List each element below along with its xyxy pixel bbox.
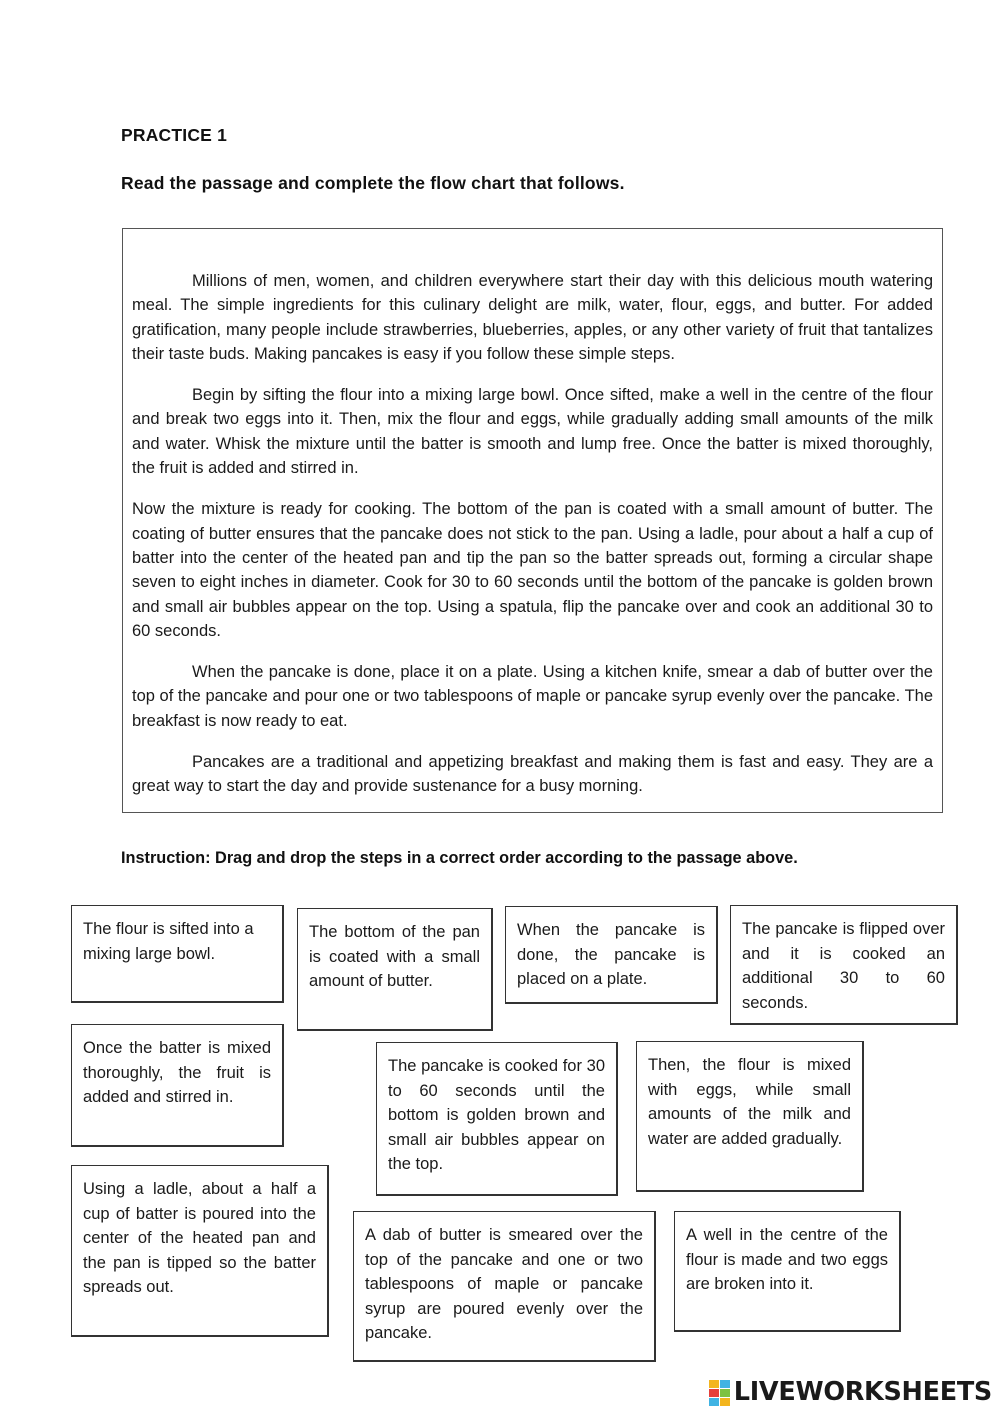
draggable-step-card[interactable] — [71, 905, 284, 1003]
step-text: Using a ladle, about a half a cup of batter is poured into the center of the heated pan and the pan is tipped so the batter spreads out. — [83, 1180, 316, 1296]
draggable-step-card[interactable] — [297, 908, 493, 1031]
step-text: The flour is sifted into a mixing large bowl. — [83, 920, 254, 963]
step-text: Once the batter is mixed thoroughly, the fruit is added and stirred in. — [83, 1039, 271, 1106]
liveworksheets-logo — [709, 1376, 992, 1410]
draggable-step-card[interactable] — [376, 1042, 618, 1196]
step-text: When the pancake is done, the pancake is placed on a plate. — [517, 921, 705, 988]
step-text: The pancake is cooked for 30 to 60 seconds until the bottom is golden brown and small air bubbles appear on the top. — [388, 1057, 605, 1173]
passage-paragraph: Pancakes are a traditional and appetizing breakfast and making them is fast and easy. They are a great way to start the day and provide sustenance for a busy morning. — [132, 753, 933, 796]
task-heading: Read the passage and complete the flow chart that follows. — [121, 173, 625, 193]
draggable-step-card[interactable] — [71, 1024, 284, 1147]
logo-blocks-icon — [709, 1380, 731, 1406]
passage-paragraph: When the pancake is done, place it on a plate. Using a kitchen knife, smear a dab of butter over the top of the pancake and pour one or two tablespoons of maple or pancake syrup evenly over the pancake. The breakfast is now ready to eat. — [132, 663, 933, 730]
step-text: Then, the flour is mixed with eggs, while small amounts of the milk and water are added gradually. — [648, 1056, 851, 1148]
passage-paragraph: Now the mixture is ready for cooking. The bottom of the pan is coated with a small amount of butter. The coating of butter ensures that the pancake does not stick to the pan. Using a ladle, pour about a half a cup of batter into the center of the heated pan and tip the pan so the batter spreads out, forming a circular shape seven to eight inches in diameter. Cook for 30 to 60 seconds until the bottom of the pancake is golden brown and small air bubbles appear on the top. Using a spatula, flip the pancake over and cook an additional 30 to 60 seconds. — [132, 500, 933, 640]
draggable-step-card[interactable] — [674, 1211, 901, 1332]
draggable-step-card[interactable] — [730, 905, 958, 1025]
page-title: PRACTICE 1 — [121, 125, 228, 145]
draggable-step-card[interactable] — [353, 1211, 656, 1362]
logo-text: LIVEWORKSHEETS — [733, 1377, 992, 1408]
step-text: A well in the centre of the flour is made and two eggs are broken into it. — [686, 1226, 888, 1293]
step-text: A dab of butter is smeared over the top of the pancake and one or two tablespoons of maple or pancake syrup are poured evenly over the pancake. — [365, 1226, 643, 1342]
reading-passage-box — [122, 228, 943, 813]
passage-paragraph: Begin by sifting the flour into a mixing large bowl. Once sifted, make a well in the centre of the flour and break two eggs into it. Then, mix the flour and eggs, while gradually adding small amounts of the milk and water. Whisk the mixture until the batter is smooth and lump free. Once the batter is mixed thoroughly, the fruit is added and stirred in. — [132, 386, 933, 478]
step-text: The pancake is flipped over and it is cooked an additional 30 to 60 seconds. — [742, 920, 945, 1012]
draggable-step-card[interactable] — [636, 1041, 864, 1192]
passage-paragraph: Millions of men, women, and children everywhere start their day with this delicious mouth watering meal. The simple ingredients for this culinary delight are milk, water, flour, eggs, and butter. For added gratification, many people include strawberries, blueberries, apples, or any other variety of fruit that tantalizes their taste buds. Making pancakes is easy if you follow these simple steps. — [132, 272, 933, 363]
draggable-step-card[interactable] — [505, 906, 718, 1004]
step-text: The bottom of the pan is coated with a small amount of butter. — [309, 923, 480, 990]
drag-drop-instruction: Instruction: Drag and drop the steps in a correct order according to the passage above. — [121, 849, 798, 867]
draggable-step-card[interactable] — [71, 1165, 329, 1337]
